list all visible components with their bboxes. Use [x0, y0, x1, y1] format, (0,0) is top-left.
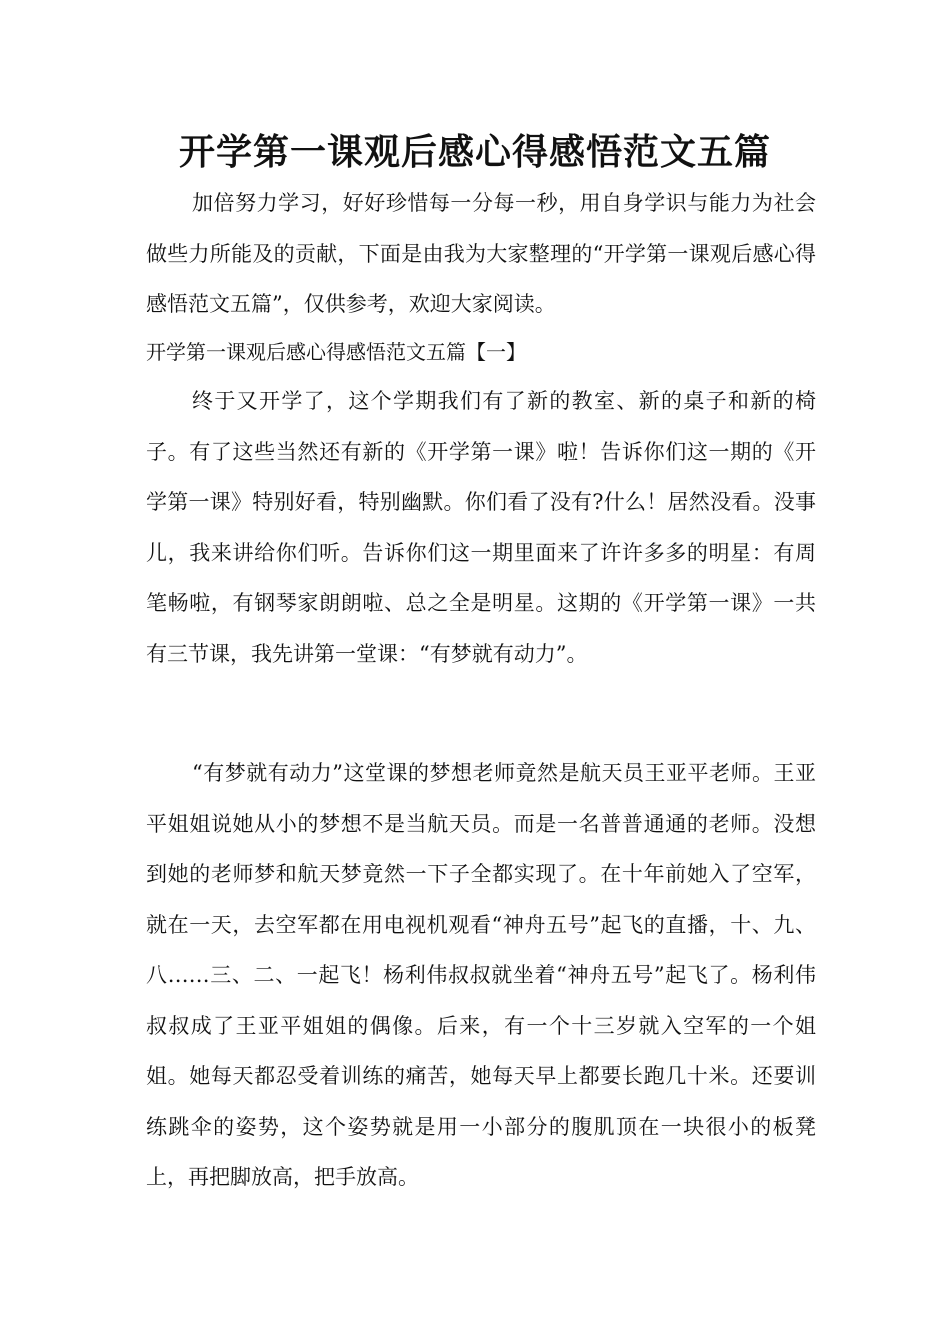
intro-paragraph: 加倍努力学习，好好珍惜每一分每一秒，用自身学识与能力为社会做些力所能及的贡献，下面是由我为大家整理的“开学第一课观后感心得感悟范文五篇”，仅供参考，欢迎大家阅读。: [146, 191, 816, 316]
document-title: 开学第一课观后感心得感悟范文五篇: [178, 132, 771, 173]
section-heading: 开学第一课观后感心得感悟范文五篇【一】: [146, 340, 526, 364]
essay-paragraph-1: 终于又开学了，这个学期我们有了新的教室、新的桌子和新的椅子。有了这些当然还有新的《开学第一课》啦！告诉你们这一期的《开学第一课》特别好看，特别幽默。你们看了没有?什么！居然没看。没事儿，我来讲给你们听。告诉你们这一期里面来了许许多多的明星：有周笔畅啦，有钢琴家朗朗啦、总之全是明星。这期的《开学第一课》一共有三节课，我先讲第一堂课：“有梦就有动力”。: [146, 389, 816, 666]
essay-paragraph-2: “有梦就有动力”这堂课的梦想老师竟然是航天员王亚平老师。王亚平姐姐说她从小的梦想不是当航天员。而是一名普普通通的老师。没想到她的老师梦和航天梦竟然一下子全都实现了。在十年前她入了空军，就在一天，去空军都在用电视机观看“神舟五号”起飞的直播，十、九、八……三、二、一起飞！杨利伟叔叔就坐着“神舟五号”起飞了。杨利伟叔叔成了王亚平姐姐的偶像。后来，有一个十三岁就入空军的一个姐姐。她每天都忍受着训练的痛苦，她每天早上都要长跑几十米。还要训练跳伞的姿势，这个姿势就是用一小部分的腹肌顶在一块很小的板凳上，再把脚放高，把手放高。: [146, 761, 816, 1189]
